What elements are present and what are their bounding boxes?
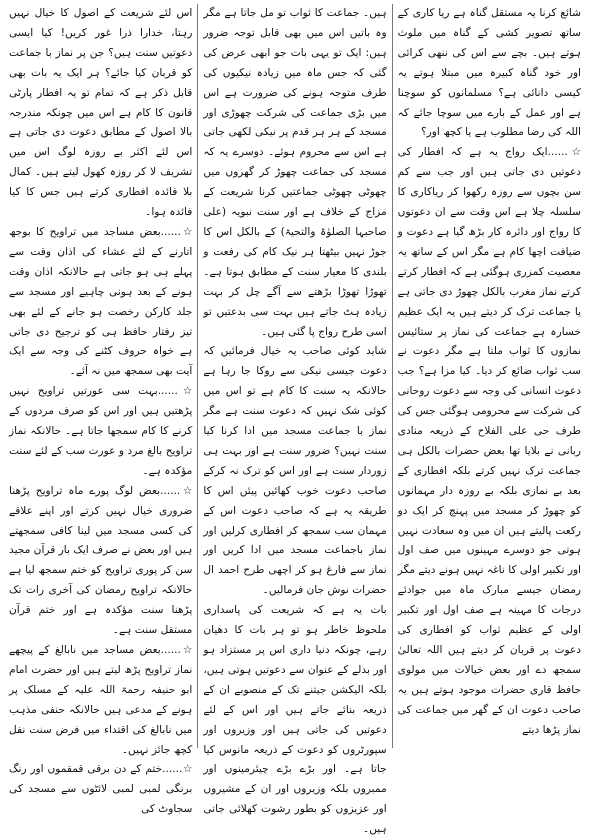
paragraph: ہیں۔ جماعت کا ثواب تو مل جاتا ہے مگر وہ باتیں اس میں بھی قابل توجہ ضرور ہیں: ایک تو یہی بات جو ابھی عرض کی گئی کہ جس ماہ میں زیادہ نیکیوں کی طرف متوجہ ہونے کی ضرورت ہے اس میں بڑی جماعت کی شرکت چھوڑی اور مسجد کے ہر ہر قدم پر نیکی لکھی جاتی ہے اس سے محروم ہوئے۔ دوسرے یہ کہ مسجد کی جماعت چھوڑ کر گھروں میں چھوٹی چھوٹی جماعتیں کرنا شریعت کے مزاج کے خلاف ہے اور سنت نبویہ (علی صاحبہا الصلوٰۃ والتحیۃ) کے بالکل اس کا جوڑ نہیں بیٹھتا ہر نیک کام کی رفعت و بلندی کا معیار سنت کے مطابق ہوتا ہے۔ تھوڑا تھوڑا بڑھتے سے آگے چل کر بہت زیادہ ہٹ جاتے ہیں بہت سی بدعتیں تو اسی طرح رواج پا گئی ہیں۔ xyxy=(203,7,387,338)
paragraph: شائع کرنا یہ مستقل گناہ ہے ریا کاری کے ساتھ تصویر کشی کے گناہ میں ملوث ہوتے ہیں۔ بچے سے اس کی ننھی کرائی اور خود گناہ کبیرہ میں مبتلا ہوتے یہ کیسی دانائی ہے؟ مسلمانوں کو سوچنا ہے اور عمل کے بارے میں سوچا جائے کہ اللہ کی رضا مطلوب ہے یا کچھ اور؟ xyxy=(397,7,581,139)
paragraph: بات یہ ہے کہ شریعت کی پاسداری ملحوظ خاطر ہو تو ہر بات کا دھیان رہے، چونکہ دنیا داری اس پر مستزاد ہو اور بدلے کے عنوان سے دعوتیں ہوتی ہیں، بلکہ الیکشن جیتنے تک کے منصوبے ان کے ذریعہ بنائے جاتے ہیں اور اس کے لئے دعوتیں کی جاتی ہیں اور وزیروں اور سپورٹروں کو دعوت کے ذریعہ مانوس کیا جاتا ہے۔ اور بڑے بڑے چیئرمینوں اور ممبروں بلکہ وزیروں اور ان کے مشیروں اور عزیزوں کو بطور رشوت کھلائی جاتی ہیں۔ xyxy=(203,604,387,836)
column-left xyxy=(4,4,197,816)
column-right xyxy=(393,4,586,748)
paragraph: شاید کوئی صاحب یہ خیال فرمائیں کہ دعوت جیسی نیکی سے روکا جا رہا ہے حالانکہ یہ سنت کا کام ہے تو اس میں کوئی شک نہیں کہ دعوت سنت ہے مگر نماز با جماعت مسجد میں ادا کرنا کیا سنت نہیں؟ ضرور سنت ہے اور بہت ہی زوردار سنت ہے اور اس کو ترک نہ کرکے صاحب دعوت خوب کھائیں پیئں اس کا طریقہ یہ ہے کہ صاحب دعوت اس کے مہمان سب سمجھ کر افطاری کرلیں اور نماز باجماعت مسجد میں ادا کریں اور نماز سے فارغ ہو کر اچھی طرح احمد ال حضرات نوش جان فرمالیں۔ xyxy=(203,345,387,597)
paragraph: ☆......ختم کے دن برقی قمقموں اور رنگ برنگی لمبی لمبی لائٹوں سے مسجد کی سجاوٹ کی xyxy=(9,763,193,816)
paragraph: ☆......بعض مساجد میں تراویح کا بوجھ اتارنے کے لئے عشاء کی اذان وقت سے پہلے ہی ہو جاتی ہے حالانکہ اذان وقت ہونے کے بعد ہونی چاہیے اور مسجد سے جلد کارکن رخصت ہو جانے کے لئے بھی تیز رفتار حافظ ہی کو ترجیح دی جاتی ہے خواہ حروف کٹنے کی وجہ سے ایک آیت بھی سمجھ میں نہ آئے۔ xyxy=(9,225,193,378)
paragraph: ☆......بعض مساجد میں نابالغ کے پیچھے نماز تراویح پڑھ لیتے ہیں اور حضرت امام ابو حنیفہ رحمۃ اللہ علیہ کے مسلک پر ہونے کے مدعی ہیں حالانکہ حنفی مذہب میں نابالغ کی اقتداء میں فرض سنت نفل کچھ جائز نہیں۔ xyxy=(9,644,193,756)
paragraph: ☆......بعض لوگ پورے ماہ تراویح پڑھنا ضروری خیال نہیں کرتے اور اپنے علاقے کی کسی مسجد میں لینا کافی سمجھتے ہیں اور بعض نے صرف ایک بار قرآن مجید سن کر پوری تراویح کو ختم سمجھ لیا ہے حالانکہ تراویح رمضان کی آخری رات تک پڑھنا سنت مؤکدہ ہے اور ختم قرآن مستقل سنت ہے۔ xyxy=(9,484,193,637)
column-middle xyxy=(198,4,391,836)
paragraph: ☆......ایک رواج یہ ہے کہ افطار کی دعوتیں دی جاتی ہیں اور جب سے کم سن بچوں سے روزہ رکھوا کر ریاکاری کا سلسلہ چلا ہے اس وقت سے ان دعوتوں کا رواج اور دائرہ کار بڑھ گیا ہے دعوت و ضیافت اچھا کام ہے مگر اس کے ساتھ یہ معصیت کمزری ہوگئی ہے کہ افطار کرتے کرتے نماز مغرب بالکل چھوڑ دی جاتی ہے یا جماعت ترک کر دیتے ہیں یہ ایک عظیم خسارہ ہے جماعت کی نماز پر ستائیس نمازوں کا ثواب ملتا ہے مگر دعوت نے سب ثواب ضائع کر دیا۔ کیا مزا ہے؟ جب دعوت انسانی کی وجہ سے دعوت روحانی کی شرکت سے محرومی ہوگئی جس کی طرف حی علی الفلاح کے ذریعہ منادی ربانی نے بلایا تھا بعض حضرات بالکل ہی جماعت ترک نہیں کرتے بلکہ افطاری کے بعد بے نمازی بلکہ بے روزہ دار مہمانوں کو چھوڑ کر مسجد میں پہنچ کر ایک دو رکعت پالیتے ہیں ان میں وہ سعادت نہیں ہوتی جو دوسرے مہینوں میں صف اول اور تکبیر اولی کا ناغہ نہیں ہونے دیتے مگر رمضان جیسے مبارک ماہ میں جوادئے درجات کا مہینہ ہے صف اول اور تکبیر اولی کے عظیم ثواب کو افطاری کی دعوت پر قربان کر دیتے ہیں اللہ تعالیٰ سمجھ دے اور بعض خیالات میں مولوی حافظ قاری حضرات موجود ہوتے ہیں یہ صاحب دعوت ان کے گھر میں جماعت کی نماز پڑھا دیتے xyxy=(397,146,581,736)
paragraph: اس لئے شریعت کے اصول کا خیال نہیں رہتا، خدارا ذرا غور کریں! کیا ایسی دعوتیں سنت ہیں؟ جن پر نماز با جماعت کو قربان کیا جائے؟ ہر ایک یہ بات بھی قابل ذکر ہے کہ تمام تو یہ افطار پارٹی قانون کا کام ہے اس میں چونکہ مندرجہ بالا اصول کے مطابق دعوت دی جاتی ہے اس لئے اکثر بے روزہ لوگ اس میں تشریف لا کر روزہ کھول لیتے ہیں۔ کمال بلا فائدہ افطاری کرتے ہیں جس کا کیا فائدہ ہوا۔ xyxy=(9,7,193,219)
paragraph: ☆......بہت سی عورتیں تراویح نہیں پڑھتیں ہیں اور اس کو صرف مردوں کے کرنے کا کام سمجھا جاتا ہے۔ حالانکہ نماز تراویح بالغ مرد و عورت سب کے لئے سنت مؤکدہ ہے۔ xyxy=(9,385,193,477)
